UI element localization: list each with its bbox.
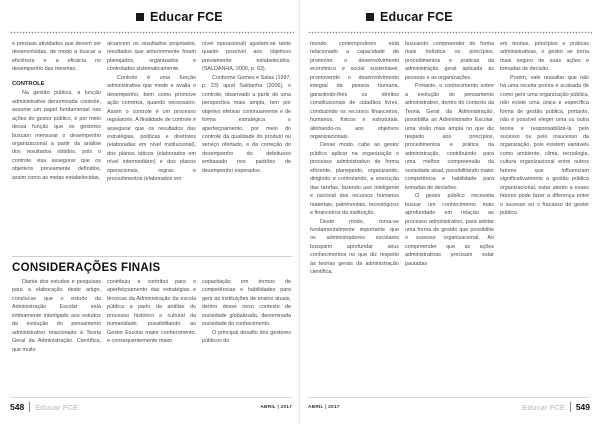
subheading-controle: CONTROLE bbox=[12, 80, 45, 87]
text-column-3 bbox=[202, 40, 291, 184]
issue-date: ABRIL | 2017 bbox=[260, 404, 292, 410]
paragraph: contribuiu e contribui para o aperfeiçoamento das estratégias e técnicas da Administração da escola pública a partir da análise do processo histórico e cultural da humanidade, possibilitando ao Gestor Escolar maior conhecimento, e consequentemente maior bbox=[107, 279, 196, 345]
paragraph: e precisas atividades que devem ser desenvolvidas, de modo a buscar a eficiência e a eficácia no desempenho das mesmas. bbox=[12, 41, 101, 73]
paragraph: Conforme Gomes e Salas (1997, p. 23) apud Saldanha (2006), o controle, observado a partir de uma perspectiva mais ampla, tem por objetivo efetivar continuamente e de forma estratégica o aperfeiçoamento, por meio do controle da qualidade do produto ou serviço ofertado, e da correção do desempenho do defeituoso embasado nos padrões de desempenho esperados. bbox=[202, 74, 291, 174]
dotted-divider bbox=[10, 31, 294, 34]
paragraph: capacitação em termos de competências e habilidades para gerir as instituições de ensino atuais, dentro desse novo contexto de sociedade globalizada, denominada sociedade do conhecimento. bbox=[202, 279, 291, 328]
paragraph: Porém, vale ressaltar que não há uma receita pronta e acabada de como gerir uma organização pública, não existe uma única e específica forma de gestão pública, portanto, não é possível eleger uma ou outra teoria e responsabilizá-la pelo sucesso ou pelo insucesso da organização, pois existem variáveis como ambiente, clima, tecnologia, cultura organizacional entre outros fatores que influenciam significativamente a gestão pública organizacional, estar atento a esses fatores pode fazer a diferença entre o sucesso ou o fracasso do gestor público. bbox=[500, 74, 589, 217]
square-bullet-icon bbox=[136, 13, 144, 21]
footer-separator bbox=[570, 402, 571, 412]
text-column-1 bbox=[310, 40, 399, 277]
paragraph: buscando compreender de forma mais holística os princípios, procedimentos e práticas da administração geral aplicada às pessoas e as organizações. bbox=[405, 41, 494, 81]
page-footer bbox=[10, 400, 292, 414]
magazine-title: Educar FCE bbox=[150, 10, 223, 24]
paragraph: O principal desafio dos gestores públicos do bbox=[202, 329, 291, 345]
text-column-2 bbox=[107, 278, 196, 354]
article-columns bbox=[310, 40, 589, 277]
footer-rule bbox=[308, 397, 590, 398]
right-page bbox=[300, 0, 600, 424]
paragraph: Na gestão pública, a função administrativa denominada controle, assume um papel fundamental nas ações do gestor público, é por meio dessa função que os gestores buscam mensurar o desempenho organizacional a partir da análise dos resultados obtidos, pois o controle visa assegurar que os objetivos previamente definidos, assim como as metas estabelecidas, bbox=[12, 90, 101, 181]
square-bullet-icon bbox=[366, 13, 374, 21]
text-column-1 bbox=[12, 278, 101, 354]
paragraph: O gestor público necessita buscar um conhecimento mais aprofundado em relação ao processo administrativo, para adotar uma forma de gestão que possibilite o sucesso organizacional. Ao compreender que as ações administrativas precisam estar pautadas bbox=[405, 193, 494, 267]
paragraph: Deste modo, torna-se fundamentalmente importante que os administradores escolares busquem aprofundar seus conhecimentos no que diz respeito às teorias gerais da administração científica, bbox=[310, 218, 399, 276]
dotted-divider bbox=[308, 31, 592, 34]
page-number: 549 bbox=[575, 402, 590, 412]
article-columns bbox=[12, 40, 291, 184]
footer-rule bbox=[10, 397, 292, 398]
magazine-title: Educar FCE bbox=[380, 10, 453, 24]
paragraph: em teorias, princípios e práticas administrativas, o gestor se torna mais seguro de suas ações e tomadas de decisão. bbox=[500, 41, 589, 73]
paragraph: alcancem os resultados projetados, resultados que anteriormente foram planejados, organizados e controlados sistematicamente. bbox=[107, 41, 196, 73]
text-column-3 bbox=[202, 278, 291, 354]
text-column-1 bbox=[12, 40, 101, 184]
paragraph: nível operacional) ajustem-se tanto quanto possível aos objetivos previamente estabelecidos. (SALDANHA, 2006, p. 63). bbox=[202, 41, 291, 73]
section-divider bbox=[12, 256, 292, 257]
page-header bbox=[366, 6, 453, 28]
section-title: CONSIDERAÇÕES FINAIS bbox=[12, 262, 161, 274]
page-header bbox=[136, 6, 223, 28]
footer-separator bbox=[29, 402, 30, 412]
paragraph: Desse modo, cabe ao gestor público aplicar na organização o processo administrativo de forma eficiente, planejando, organizando, dirigindo e controlando, a execução das tarefas, fazendo uso inteligente e racional dos recursos humanos materiais, patrimoniais, tecnológicos e financeiros da instituição. bbox=[310, 142, 399, 217]
issue-date: ABRIL | 2017 bbox=[308, 404, 340, 410]
paragraph: Controle é uma função administrativa que mede e avalia o desempenho, bem como promove ação corretiva, quando necessário. Assim o controle é um processo regulatório. A finalidade de controle é assegurar que os resultados das estratégias, políticas e diretrizes (elaboradas em nível institucional), dos planos táticos (elaborados em nível intermediário) e dos planos operacionais, regras e procedimentos (elaborados em bbox=[107, 74, 196, 183]
conclusion-columns bbox=[12, 278, 291, 354]
paragraph: mundo contemporâneo está relacionado a capacidade de promover o desenvolvimento econômico e social sustentável, promovendo o desenvolvimento integral da pessoa humana, garantindo-lhes os direitos constitucionais de cidadãos livres, conduzindo os recursos financeiros, humanos, físicos e estruturais, alinhando-os aos objetivos organizacionais. bbox=[310, 41, 399, 140]
footer-title: Educar FCE bbox=[522, 402, 565, 412]
text-column-2 bbox=[405, 40, 494, 277]
footer-title: Educar FCE bbox=[35, 402, 78, 412]
page-footer bbox=[308, 400, 590, 414]
page-number: 548 bbox=[10, 402, 25, 412]
paragraph: Portanto, o conhecimento sobre a evolução do pensamento administrativo, dentro do contexto da Teoria Geral da Administração, possibilita ao Administrador Escolar, uma visão mais ampla no que diz respeito aos princípios, procedimentos e prática da administração, contribuindo para uma melhor compreensão da sociedade atual, possibilitando maior competência e habilidade para tomadas de decisões. bbox=[405, 83, 494, 191]
paragraph: Diante dos estudos e pesquisas para a elaboração deste artigo, conclui-se que o estudo da Administração Escolar está intimamente interligado aos estudos da evolução do pensamento administrativo relacionado à Teoria Geral da Administração. Científica, que muito bbox=[12, 279, 101, 353]
text-column-3 bbox=[500, 40, 589, 277]
text-column-2 bbox=[107, 40, 196, 184]
